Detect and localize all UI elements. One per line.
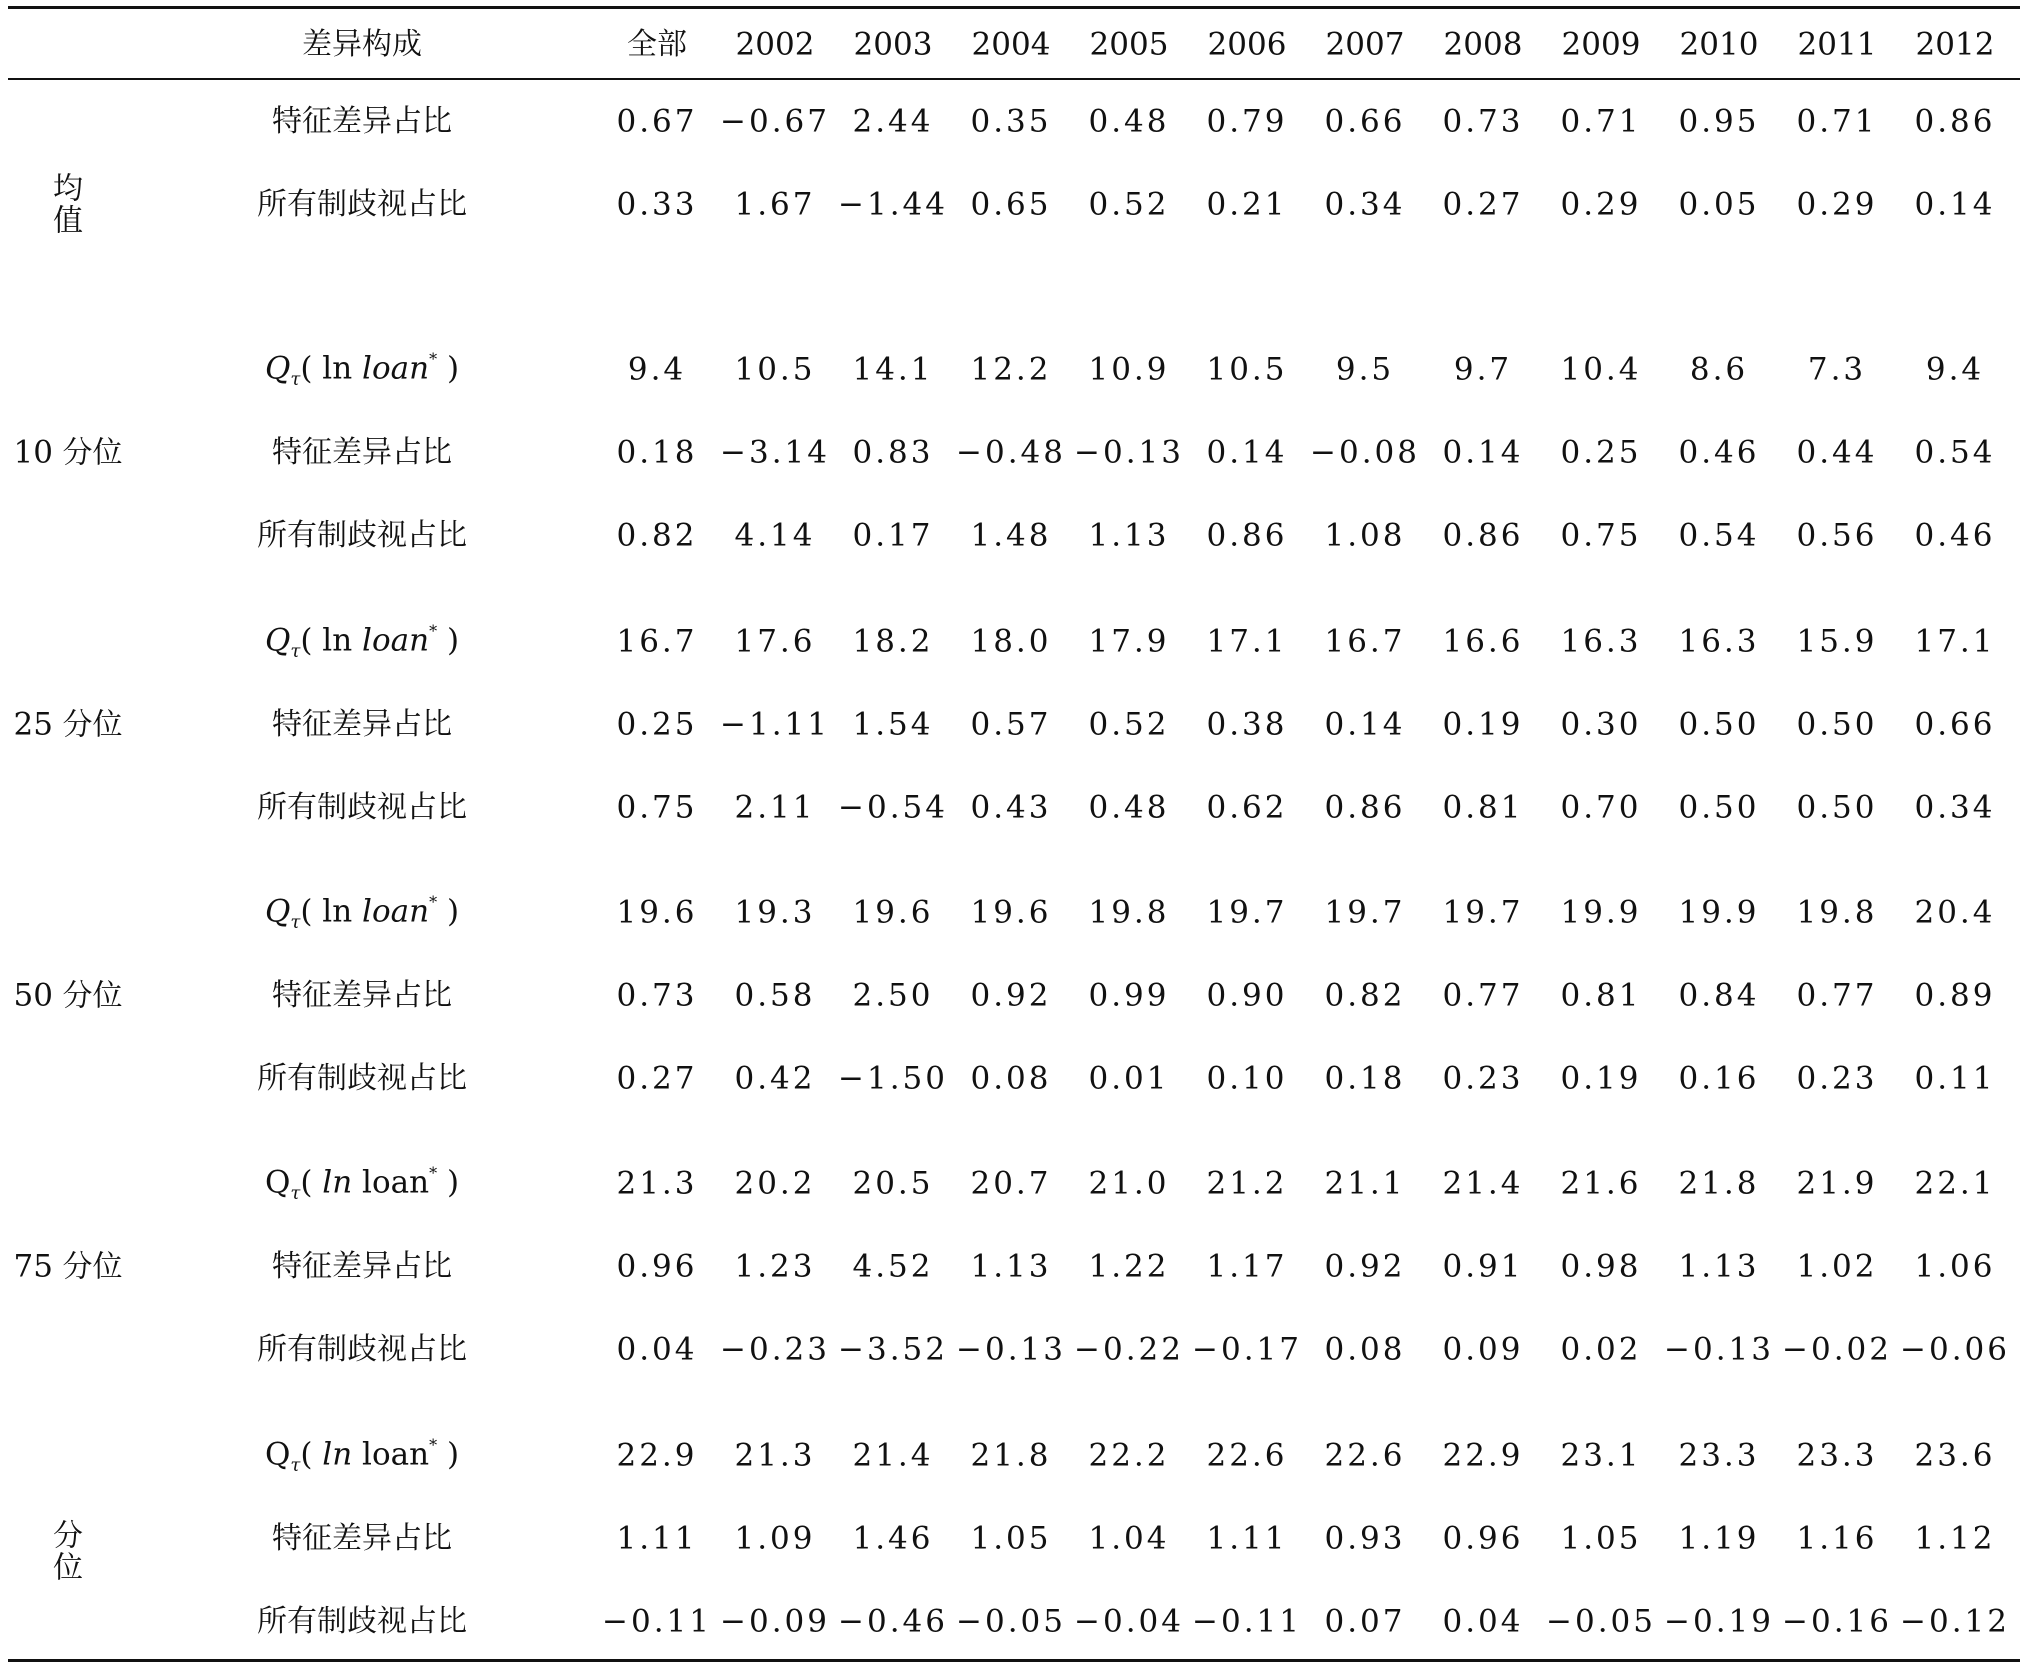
column-header: 2006 (1207, 26, 1287, 63)
table-cell: 0.77 (1442, 977, 1524, 1014)
table-cell: 0.52 (1088, 706, 1170, 743)
table-cell: −0.22 (1074, 1331, 1184, 1368)
table-cell: 18.0 (970, 623, 1052, 660)
table-cell: 0.23 (1442, 1060, 1524, 1097)
table-cell: 1.17 (1206, 1248, 1288, 1285)
table-cell: 0.92 (970, 977, 1052, 1014)
table-cell: 0.46 (1678, 434, 1760, 471)
table-cell: 21.4 (1442, 1165, 1524, 1202)
table-cell: 0.50 (1678, 706, 1760, 743)
group-label (13, 977, 123, 1014)
table-cell: 0.89 (1914, 977, 1996, 1014)
column-header: 2004 (971, 26, 1051, 63)
table-cell: 10.4 (1560, 351, 1642, 388)
table-cell: 0.54 (1678, 517, 1760, 554)
ln-text: ln (322, 893, 353, 930)
table-cell: 0.77 (1796, 977, 1878, 1014)
table-cell: 0.90 (1206, 977, 1288, 1014)
quantile-row-label (264, 349, 460, 390)
row-label: 所有制歧视占比 (257, 187, 467, 222)
table-cell: 0.14 (1914, 186, 1996, 223)
star-superscript: * (429, 1435, 438, 1455)
table-cell: 19.6 (616, 894, 698, 931)
group-label (13, 1248, 123, 1285)
table-cell: 16.3 (1678, 623, 1760, 660)
table-cell: −0.67 (720, 103, 830, 140)
table-cell: 1.04 (1088, 1520, 1170, 1557)
column-header: 2007 (1325, 26, 1405, 63)
table-bottom-rule (8, 1659, 2020, 1662)
close-paren: ) (437, 350, 460, 387)
table-cell: −0.46 (838, 1603, 948, 1640)
table-cell: 0.73 (1442, 103, 1524, 140)
quantile-row-label (264, 1163, 460, 1204)
table-cell: 23.6 (1914, 1437, 1996, 1474)
table-cell: −0.04 (1074, 1603, 1184, 1640)
group-label (53, 1518, 83, 1585)
table-cell: 0.81 (1560, 977, 1642, 1014)
tau-subscript: τ (290, 1454, 301, 1476)
quantile-row-label (264, 1435, 460, 1476)
table-cell: −3.14 (720, 434, 830, 471)
table-cell: 19.3 (734, 894, 816, 931)
table-cell: 0.98 (1560, 1248, 1642, 1285)
table-cell: 0.29 (1560, 186, 1642, 223)
tau-subscript: τ (290, 640, 301, 662)
table-cell: 0.96 (1442, 1520, 1524, 1557)
quantile-row-label (264, 892, 460, 933)
table-cell: 0.30 (1560, 706, 1642, 743)
table-cell: 0.33 (616, 186, 698, 223)
table-cell: 0.86 (1324, 789, 1406, 826)
group-label (13, 434, 123, 471)
table-cell: −0.05 (956, 1603, 1066, 1640)
table-cell: 23.3 (1678, 1437, 1760, 1474)
table-cell: 0.27 (1442, 186, 1524, 223)
table-cell: 1.48 (970, 517, 1052, 554)
table-cell: 22.9 (616, 1437, 698, 1474)
row-label: 所有制歧视占比 (257, 1604, 467, 1639)
table-cell: 0.04 (616, 1331, 698, 1368)
table-cell: 21.2 (1206, 1165, 1288, 1202)
close-paren: ) (437, 1164, 460, 1201)
table-cell: 0.46 (1914, 517, 1996, 554)
table-cell: 0.11 (1914, 1060, 1996, 1097)
table-cell: 0.42 (734, 1060, 816, 1097)
table-cell: 0.73 (616, 977, 698, 1014)
table-cell: 0.62 (1206, 789, 1288, 826)
table-cell: 20.7 (970, 1165, 1052, 1202)
table-cell: 0.79 (1206, 103, 1288, 140)
table-cell: 10.9 (1088, 351, 1170, 388)
ln-text: ln (322, 1436, 353, 1473)
table-cell: 0.86 (1206, 517, 1288, 554)
row-label: 特征差异占比 (272, 104, 452, 139)
table-cell: −0.13 (956, 1331, 1066, 1368)
table-cell: 20.4 (1914, 894, 1996, 931)
q-symbol: Q (264, 350, 291, 387)
row-label: 所有制歧视占比 (257, 790, 467, 825)
row-label: 特征差异占比 (272, 1249, 452, 1284)
table-cell: −0.06 (1900, 1331, 2010, 1368)
table-cell: 17.6 (734, 623, 816, 660)
table-cell: 1.02 (1796, 1248, 1878, 1285)
table-cell: 19.7 (1442, 894, 1524, 931)
group-label-text: 分位 (62, 1249, 123, 1285)
table-cell: 0.08 (1324, 1331, 1406, 1368)
table-cell: 0.82 (1324, 977, 1406, 1014)
group-label-char: 位 (53, 1550, 83, 1585)
column-header: 2011 (1797, 26, 1877, 63)
table-cell: 0.56 (1796, 517, 1878, 554)
table-cell: 0.48 (1088, 103, 1170, 140)
table-cell: 0.08 (970, 1060, 1052, 1097)
table-cell: 17.1 (1206, 623, 1288, 660)
open-paren: ( (300, 350, 323, 387)
table-cell: 0.92 (1324, 1248, 1406, 1285)
table-cell: 16.6 (1442, 623, 1524, 660)
table-cell: −0.09 (720, 1603, 830, 1640)
table-cell: 21.8 (970, 1437, 1052, 1474)
column-header: 全部 (627, 27, 687, 62)
group-label-text: 分位 (62, 707, 123, 743)
column-header: 2002 (735, 26, 815, 63)
table-cell: 0.02 (1560, 1331, 1642, 1368)
loan-text: loan (362, 893, 430, 930)
table-cell: 0.44 (1796, 434, 1878, 471)
table-cell: 19.8 (1088, 894, 1170, 931)
table-cell: 0.21 (1206, 186, 1288, 223)
table-cell: 0.07 (1324, 1603, 1406, 1640)
table-cell: 0.17 (852, 517, 934, 554)
table-cell: −1.11 (720, 706, 830, 743)
table-cell: −0.17 (1192, 1331, 1302, 1368)
table-cell: 22.9 (1442, 1437, 1524, 1474)
table-cell: 0.18 (1324, 1060, 1406, 1097)
table-cell: 0.14 (1324, 706, 1406, 743)
table-cell: 0.67 (616, 103, 698, 140)
table-cell: −0.13 (1074, 434, 1184, 471)
table-cell: 0.83 (852, 434, 934, 471)
table-cell: 4.14 (734, 517, 816, 554)
table-cell: 0.16 (1678, 1060, 1760, 1097)
table-cell: 0.84 (1678, 977, 1760, 1014)
table-cell: −0.11 (1192, 1603, 1302, 1640)
table-cell: 19.7 (1324, 894, 1406, 931)
table-cell: 0.50 (1678, 789, 1760, 826)
group-label (13, 706, 123, 743)
table-cell: 1.05 (1560, 1520, 1642, 1557)
table-cell: 0.09 (1442, 1331, 1524, 1368)
table-cell: −0.54 (838, 789, 948, 826)
table-cell: 23.1 (1560, 1437, 1642, 1474)
tau-subscript: τ (290, 368, 301, 390)
row-label: 所有制歧视占比 (257, 518, 467, 553)
table-cell: 0.01 (1088, 1060, 1170, 1097)
tau-subscript: τ (290, 911, 301, 933)
quantile-row-label (264, 621, 460, 662)
table-cell: 1.16 (1796, 1520, 1878, 1557)
table-cell: 0.05 (1678, 186, 1760, 223)
table-cell: 12.2 (970, 351, 1052, 388)
open-paren: ( (300, 893, 323, 930)
star-superscript: * (429, 892, 438, 912)
loan-text: loan (362, 1436, 430, 1473)
table-cell: 0.96 (616, 1248, 698, 1285)
column-header: 2008 (1443, 26, 1523, 63)
table-cell: 19.6 (970, 894, 1052, 931)
table-cell: 0.14 (1442, 434, 1524, 471)
table-cell: 1.09 (734, 1520, 816, 1557)
table-cell: −3.52 (838, 1331, 948, 1368)
q-symbol: Q (264, 622, 291, 659)
table-cell: 1.13 (1678, 1248, 1760, 1285)
table-cell: 0.71 (1560, 103, 1642, 140)
table-cell: 21.1 (1324, 1165, 1406, 1202)
loan-text: loan (362, 1164, 430, 1201)
table-cell: 19.6 (852, 894, 934, 931)
table-cell: 19.8 (1796, 894, 1878, 931)
q-symbol: Q (264, 893, 291, 930)
table-cell: 1.13 (970, 1248, 1052, 1285)
open-paren: ( (300, 1436, 323, 1473)
table-cell: 0.35 (970, 103, 1052, 140)
table-cell: 10.5 (734, 351, 816, 388)
table-top-rule (8, 6, 2020, 9)
group-label-number: 75 (13, 1248, 53, 1285)
row-label: 特征差异占比 (272, 707, 452, 742)
table-cell: 1.08 (1324, 517, 1406, 554)
table-cell: −0.12 (1900, 1603, 2010, 1640)
table-cell: −0.16 (1782, 1603, 1892, 1640)
table-cell: 0.93 (1324, 1520, 1406, 1557)
star-superscript: * (429, 1163, 438, 1183)
table-cell: 0.66 (1914, 706, 1996, 743)
table-cell: 20.2 (734, 1165, 816, 1202)
column-header: 2010 (1679, 26, 1759, 63)
table-cell: −0.05 (1546, 1603, 1656, 1640)
table-cell: 2.50 (852, 977, 934, 1014)
table-cell: 1.23 (734, 1248, 816, 1285)
row-label: 特征差异占比 (272, 435, 452, 470)
table-cell: 0.66 (1324, 103, 1406, 140)
star-superscript: * (429, 621, 438, 641)
table-header-rule (8, 78, 2020, 80)
table-cell: 0.19 (1442, 706, 1524, 743)
table-cell: 9.4 (1925, 351, 1985, 388)
table-cell: 19.9 (1560, 894, 1642, 931)
table-cell: 0.65 (970, 186, 1052, 223)
row-label: 所有制歧视占比 (257, 1061, 467, 1096)
row-label: 特征差异占比 (272, 1521, 452, 1556)
tau-subscript: τ (290, 1182, 301, 1204)
table-cell: 21.8 (1678, 1165, 1760, 1202)
group-label (53, 171, 83, 238)
table-cell: 17.1 (1914, 623, 1996, 660)
table-cell: 19.7 (1206, 894, 1288, 931)
table-cell: 0.75 (1560, 517, 1642, 554)
table-cell: 0.82 (616, 517, 698, 554)
table-cell: 0.57 (970, 706, 1052, 743)
table-cell: −0.19 (1664, 1603, 1774, 1640)
table-cell: 0.10 (1206, 1060, 1288, 1097)
table-cell: 17.9 (1088, 623, 1170, 660)
table-cell: 0.54 (1914, 434, 1996, 471)
group-label-number: 25 (13, 706, 53, 743)
column-header: 2003 (853, 26, 933, 63)
table-cell: 0.34 (1324, 186, 1406, 223)
close-paren: ) (437, 622, 460, 659)
table-cell: 19.9 (1678, 894, 1760, 931)
column-header: 2012 (1915, 26, 1995, 63)
table-cell: −0.13 (1664, 1331, 1774, 1368)
group-label-char: 均 (53, 171, 83, 207)
row-label: 所有制歧视占比 (257, 1332, 467, 1367)
table-cell: 0.23 (1796, 1060, 1878, 1097)
table-cell: 0.38 (1206, 706, 1288, 743)
group-label-number: 50 (13, 977, 53, 1014)
table-cell: 1.06 (1914, 1248, 1996, 1285)
table-cell: 16.7 (616, 623, 698, 660)
table-cell: 21.4 (852, 1437, 934, 1474)
table-cell: 21.9 (1796, 1165, 1878, 1202)
table-cell: 0.25 (616, 706, 698, 743)
table-cell: 15.9 (1796, 623, 1878, 660)
table-cell: −1.44 (838, 186, 948, 223)
table-cell: 22.2 (1088, 1437, 1170, 1474)
table-cell: 1.19 (1678, 1520, 1760, 1557)
table-cell: 0.43 (970, 789, 1052, 826)
loan-text: loan (362, 622, 430, 659)
group-label-text: 分位 (62, 978, 123, 1014)
table-cell: −0.11 (602, 1603, 712, 1640)
table-cell: 9.7 (1453, 351, 1513, 388)
open-paren: ( (300, 1164, 323, 1201)
table-cell: 1.13 (1088, 517, 1170, 554)
q-symbol: Q (264, 1436, 291, 1473)
group-label-char: 值 (53, 203, 83, 238)
table-cell: −1.50 (838, 1060, 948, 1097)
table-cell: 20.5 (852, 1165, 934, 1202)
table-cell: 0.52 (1088, 186, 1170, 223)
ln-text: ln (322, 350, 353, 387)
table-cell: 0.48 (1088, 789, 1170, 826)
table-cell: 0.25 (1560, 434, 1642, 471)
table-cell: 2.11 (734, 789, 816, 826)
table-cell: 22.6 (1324, 1437, 1406, 1474)
table-cell: 1.11 (1206, 1520, 1288, 1557)
group-label-number: 10 (13, 434, 53, 471)
table-cell: 0.58 (734, 977, 816, 1014)
table-cell: 18.2 (852, 623, 934, 660)
table-cell: 0.71 (1796, 103, 1878, 140)
header-label: 差异构成 (302, 27, 422, 62)
table-cell: 0.70 (1560, 789, 1642, 826)
table-cell: 16.7 (1324, 623, 1406, 660)
table-cell: 0.14 (1206, 434, 1288, 471)
table-cell: 4.52 (852, 1248, 934, 1285)
table-cell: 2.44 (852, 103, 934, 140)
table-cell: 0.81 (1442, 789, 1524, 826)
table-cell: 0.29 (1796, 186, 1878, 223)
table-cell: 0.91 (1442, 1248, 1524, 1285)
table-cell: 9.4 (627, 351, 687, 388)
table-cell: 1.05 (970, 1520, 1052, 1557)
table-cell: 0.50 (1796, 706, 1878, 743)
table-cell: 0.18 (616, 434, 698, 471)
group-label-char: 分 (53, 1518, 83, 1554)
group-label-text: 分位 (62, 435, 123, 471)
table-cell: 0.27 (616, 1060, 698, 1097)
loan-text: loan (362, 350, 430, 387)
close-paren: ) (437, 1436, 460, 1473)
table-cell: 0.86 (1442, 517, 1524, 554)
table-cell: 1.11 (616, 1520, 698, 1557)
table-cell: −0.08 (1310, 434, 1420, 471)
ln-text: ln (322, 1164, 353, 1201)
table-cell: 1.54 (852, 706, 934, 743)
table-cell: 21.6 (1560, 1165, 1642, 1202)
q-symbol: Q (264, 1164, 291, 1201)
table-cell: 21.3 (616, 1165, 698, 1202)
table-cell: 0.95 (1678, 103, 1760, 140)
table-cell: 0.04 (1442, 1603, 1524, 1640)
table-cell: 23.3 (1796, 1437, 1878, 1474)
table-cell: 0.34 (1914, 789, 1996, 826)
table-cell: 22.1 (1914, 1165, 1996, 1202)
column-header: 2009 (1561, 26, 1641, 63)
table-cell: 1.12 (1914, 1520, 1996, 1557)
table-cell: 0.75 (616, 789, 698, 826)
table-cell: −0.02 (1782, 1331, 1892, 1368)
table-cell: 0.86 (1914, 103, 1996, 140)
table-cell: 22.6 (1206, 1437, 1288, 1474)
table-cell: 7.3 (1807, 351, 1867, 388)
table-cell: 0.19 (1560, 1060, 1642, 1097)
table-cell: 16.3 (1560, 623, 1642, 660)
table-cell: 1.46 (852, 1520, 934, 1557)
table-cell: 0.99 (1088, 977, 1170, 1014)
ln-text: ln (322, 622, 353, 659)
table-cell: 21.3 (734, 1437, 816, 1474)
table-cell: 1.67 (734, 186, 816, 223)
close-paren: ) (437, 893, 460, 930)
column-header: 2005 (1089, 26, 1169, 63)
table-cell: 21.0 (1088, 1165, 1170, 1202)
table-cell: 9.5 (1335, 351, 1395, 388)
table-cell: −0.23 (720, 1331, 830, 1368)
table-cell: 8.6 (1689, 351, 1749, 388)
table-cell: 0.50 (1796, 789, 1878, 826)
table-cell: 1.22 (1088, 1248, 1170, 1285)
open-paren: ( (300, 622, 323, 659)
row-label: 特征差异占比 (272, 978, 452, 1013)
table-cell: 10.5 (1206, 351, 1288, 388)
table-cell: −0.48 (956, 434, 1066, 471)
table-cell: 14.1 (852, 351, 934, 388)
star-superscript: * (429, 349, 438, 369)
